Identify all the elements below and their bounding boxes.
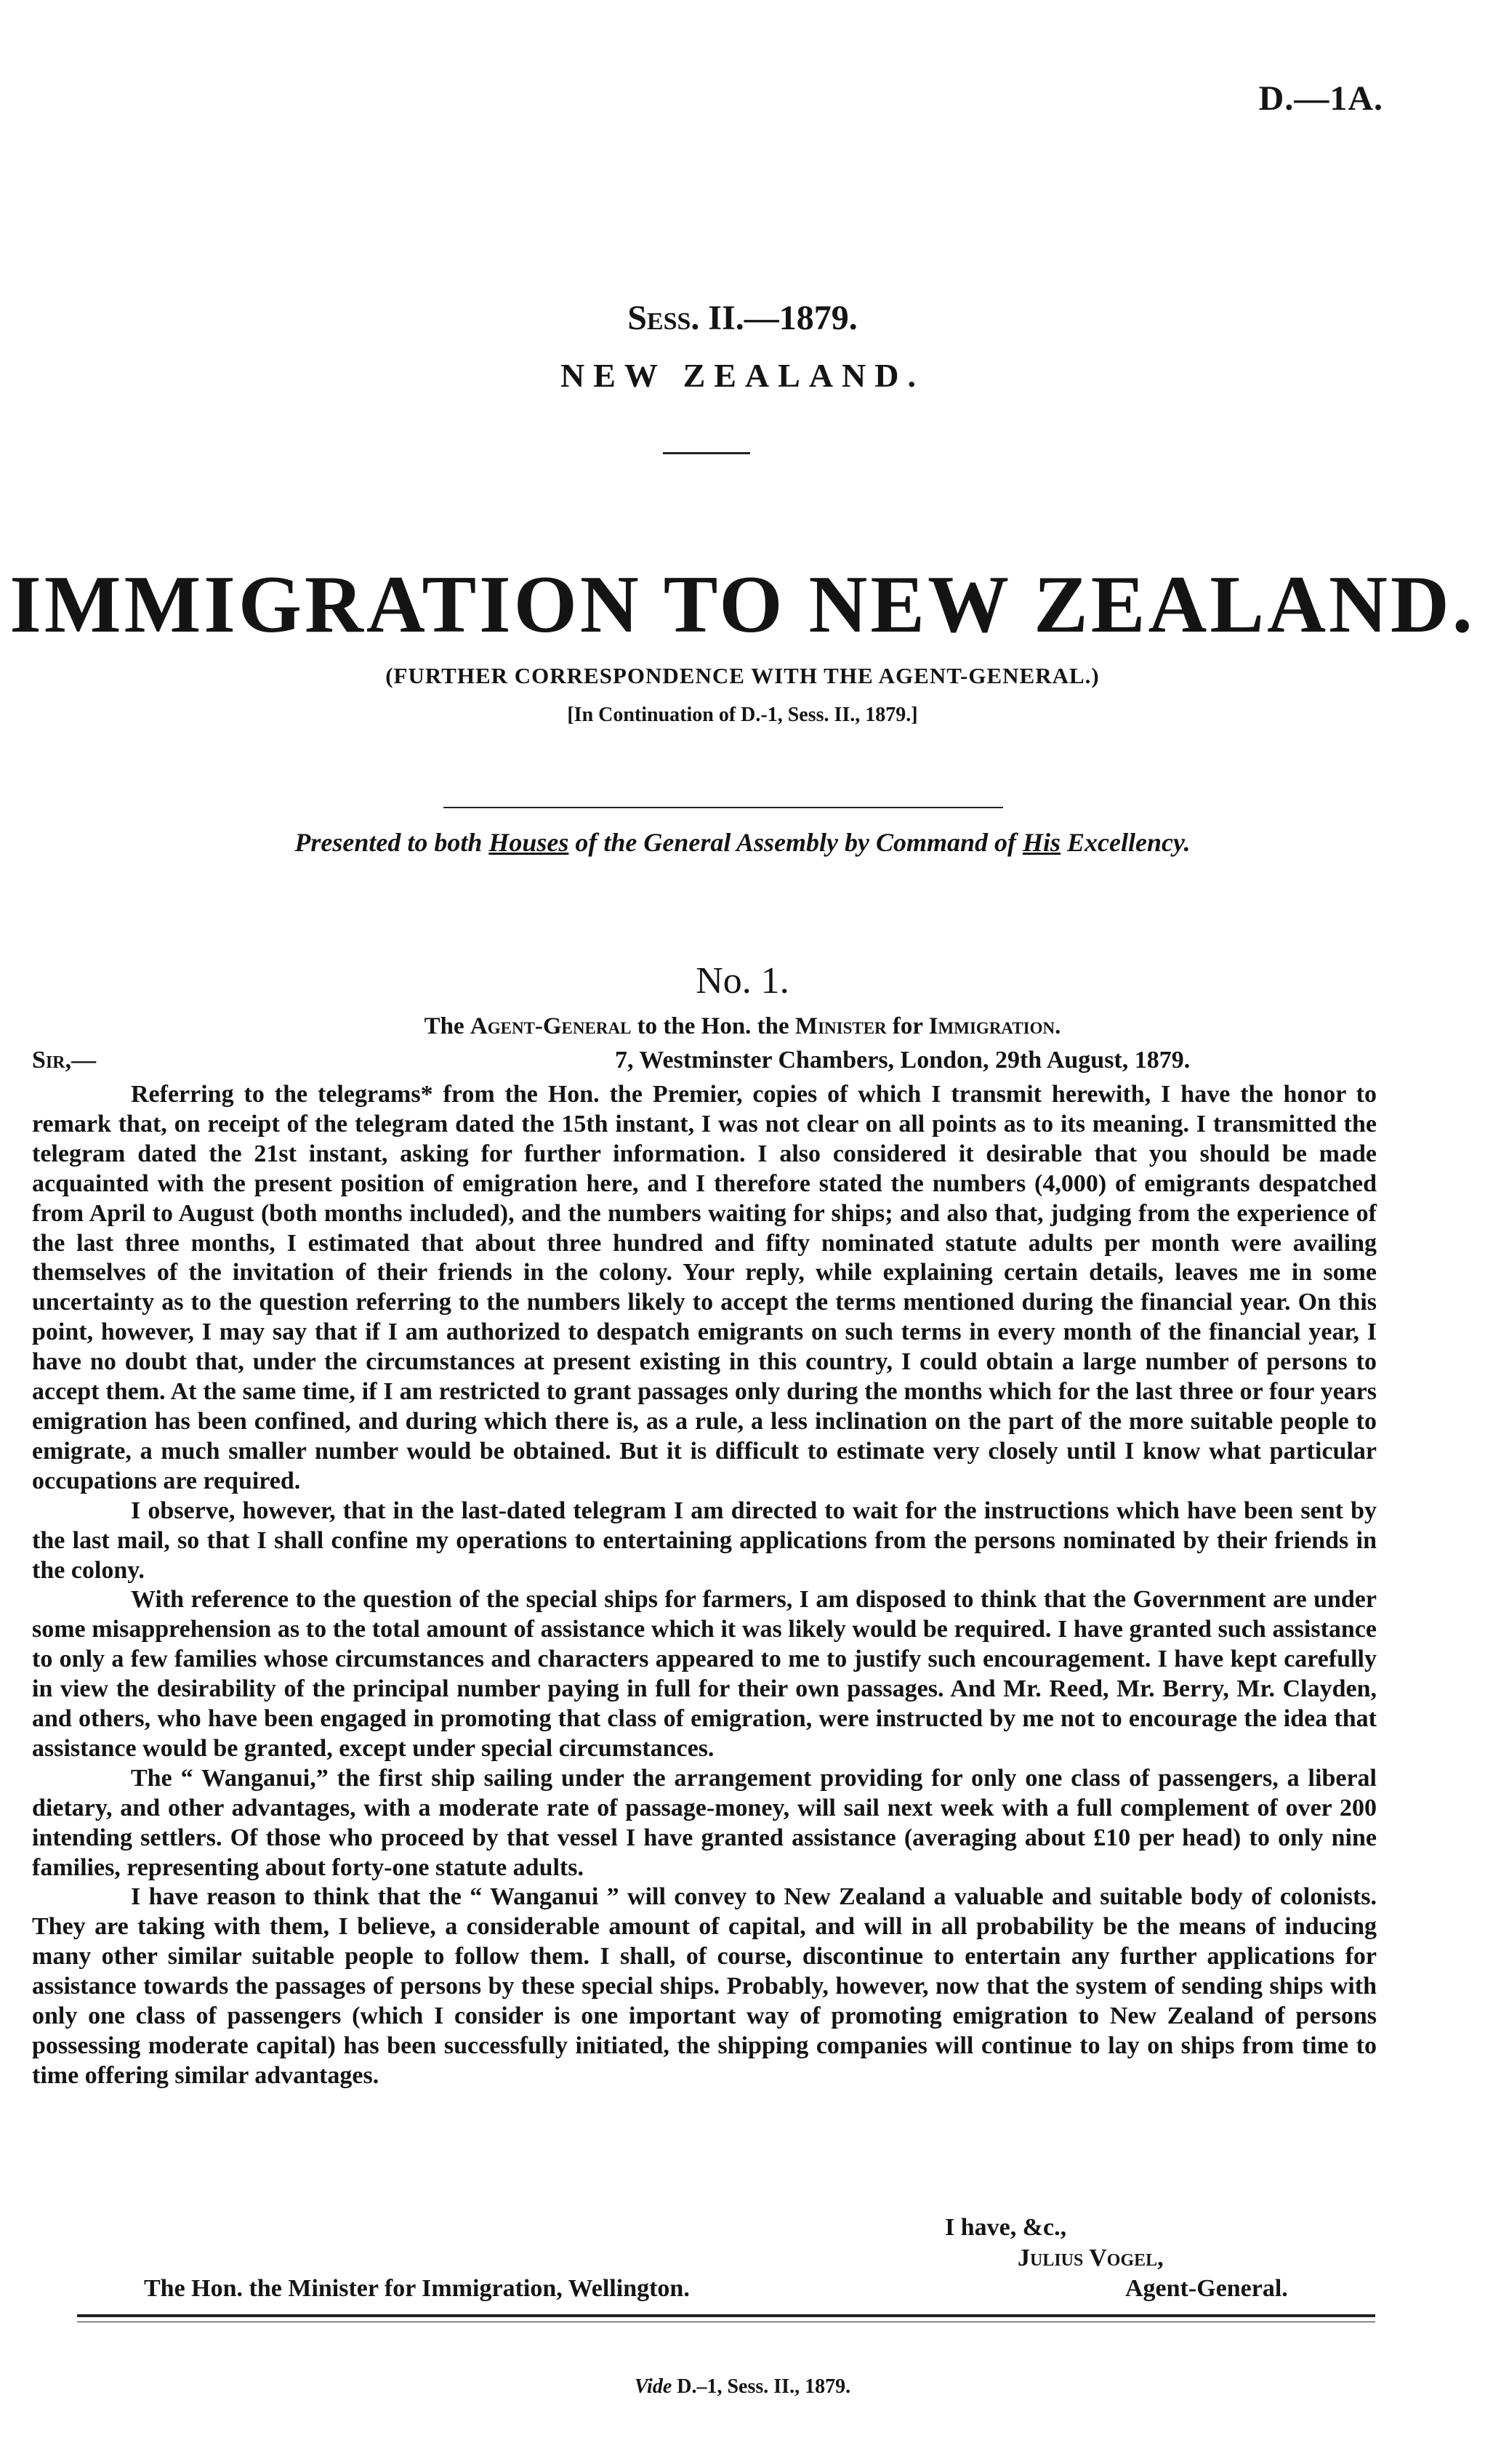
letter-paragraph: I observe, however, that in the last-dated telegram I am directed to wait for the instructions which have been sent by the last mail, so that I shall confine my operations to entertaining applications from the persons nominated by their friends in the colony.: [32, 1497, 1377, 1584]
title-divider-short: [663, 452, 750, 454]
letter-dateline: 7, Westminster Chambers, London, 29th August, 1879.: [615, 1047, 1191, 1074]
salutation: Sir,—: [32, 1047, 97, 1074]
presented-divider: [443, 807, 1003, 808]
closing-formula: I have, &c.,: [945, 2214, 1067, 2241]
footnote-divider: [77, 2314, 1375, 2317]
letter-paragraph: I have reason to think that the “ Wanganui ” will convey to New Zealand a valuable and suitable body of colonists. They are taking with them, I believe, a considerable amount of capital, and will in all probability be the means of inducing many other similar suitable people to follow them. I shall, of course, discontinue to entertain any further applications for assistance towards the passages of persons by these special ships. Probably, however, now that the system of sending ships with only one class of passengers (which I consider is one important way of promoting emigration to New Zealand of persons possessing moderate capital) has been successfully initiated, the shipping companies will continue to lay on ships from time to time offering similar advantages.: [32, 1883, 1377, 2089]
letter-paragraph: With reference to the question of the special ships for farmers, I am disposed to think that the Government are under some misapprehension as to the total amount of assistance which it was likely would be required. I have granted such assistance to only a few families whose circumstances and characters appeared to me to justify such encouragement. I have kept carefully in view the desirability of the principal number paying in full for their own passages. And Mr. Reed, Mr. Berry, Mr. Clayden, and others, who have been engaged in promoting that class of emigration, were instructed by me not to encourage the idea that assistance would be granted, except under special circumstances.: [32, 1586, 1377, 1762]
letter-body: [32, 1080, 1377, 2091]
addressee: The Hon. the Minister for Immigration, Wellington.: [144, 2275, 690, 2302]
footnote: Vide D.–1, Sess. II., 1879.: [634, 2375, 851, 2398]
main-title: IMMIGRATION TO NEW ZEALAND.: [9, 560, 1476, 650]
signature: Julius Vogel,: [1018, 2244, 1164, 2271]
letter-number: No. 1.: [696, 960, 789, 1002]
signature-title: Agent-General.: [1125, 2275, 1288, 2302]
session-line: Sess. II.—1879.: [627, 299, 858, 337]
subtitle: (FURTHER CORRESPONDENCE WITH THE AGENT-GENERAL.): [385, 663, 1100, 688]
continuation-note: [In Continuation of D.-1, Sess. II., 1879.]: [567, 704, 918, 726]
presented-line: Presented to both Houses of the General Assembly by Command of His Excellency.: [294, 828, 1191, 857]
letter-paragraph: Referring to the telegrams* from the Hon. the Premier, copies of which I transmit herewith, I have the honor to remark that, on receipt of the telegram dated the 15th instant, I was not clear on all points as to its meaning. I transmitted the telegram dated the 21st instant, asking for further information. I also considered it desirable that you should be made acquainted with the present position of emigration here, and I therefore stated the numbers (4,000) of emigrants despatched from April to August (both months included), and the numbers waiting for ships; and also that, judging from the experience of the last three months, I estimated that about three hundred and fifty nominated statute adults per month were availing themselves of the invitation of their friends in the colony. Your reply, while explaining certain details, leaves me in some uncertainty as to the question referring to the numbers likely to accept the terms mentioned during the financial year. On this point, however, I may say that if I am authorized to despatch emigrants on such terms in every month of the financial year, I have no doubt that, under the circumstances at present existing in this country, I could obtain a large number of persons to accept them. At the same time, if I am restricted to grant passages only during the months which for the last three or four years emigration has been confined, and during which there is, as a rule, a less inclination on the part of the more suitable people to emigrate, a much smaller number would be obtained. But it is difficult to estimate very closely until I know what particular occupations are required.: [32, 1081, 1377, 1494]
country-title: NEW ZEALAND.: [560, 357, 925, 394]
letter-paragraph: The “ Wanganui,” the first ship sailing under the arrangement providing for only one class of passengers, a liberal dietary, and other advantages, with a moderate rate of passage-money, will sail next week with a full complement of over 200 intending settlers. Of those who proceed by that vessel I have granted assistance (averaging about £10 per head) to only nine families, representing about forty-one statute adults.: [32, 1764, 1377, 1881]
document-reference: D.—1A.: [1258, 79, 1383, 118]
letter-heading: The Agent-General to the Hon. the Minister for Immigration.: [424, 1013, 1061, 1039]
